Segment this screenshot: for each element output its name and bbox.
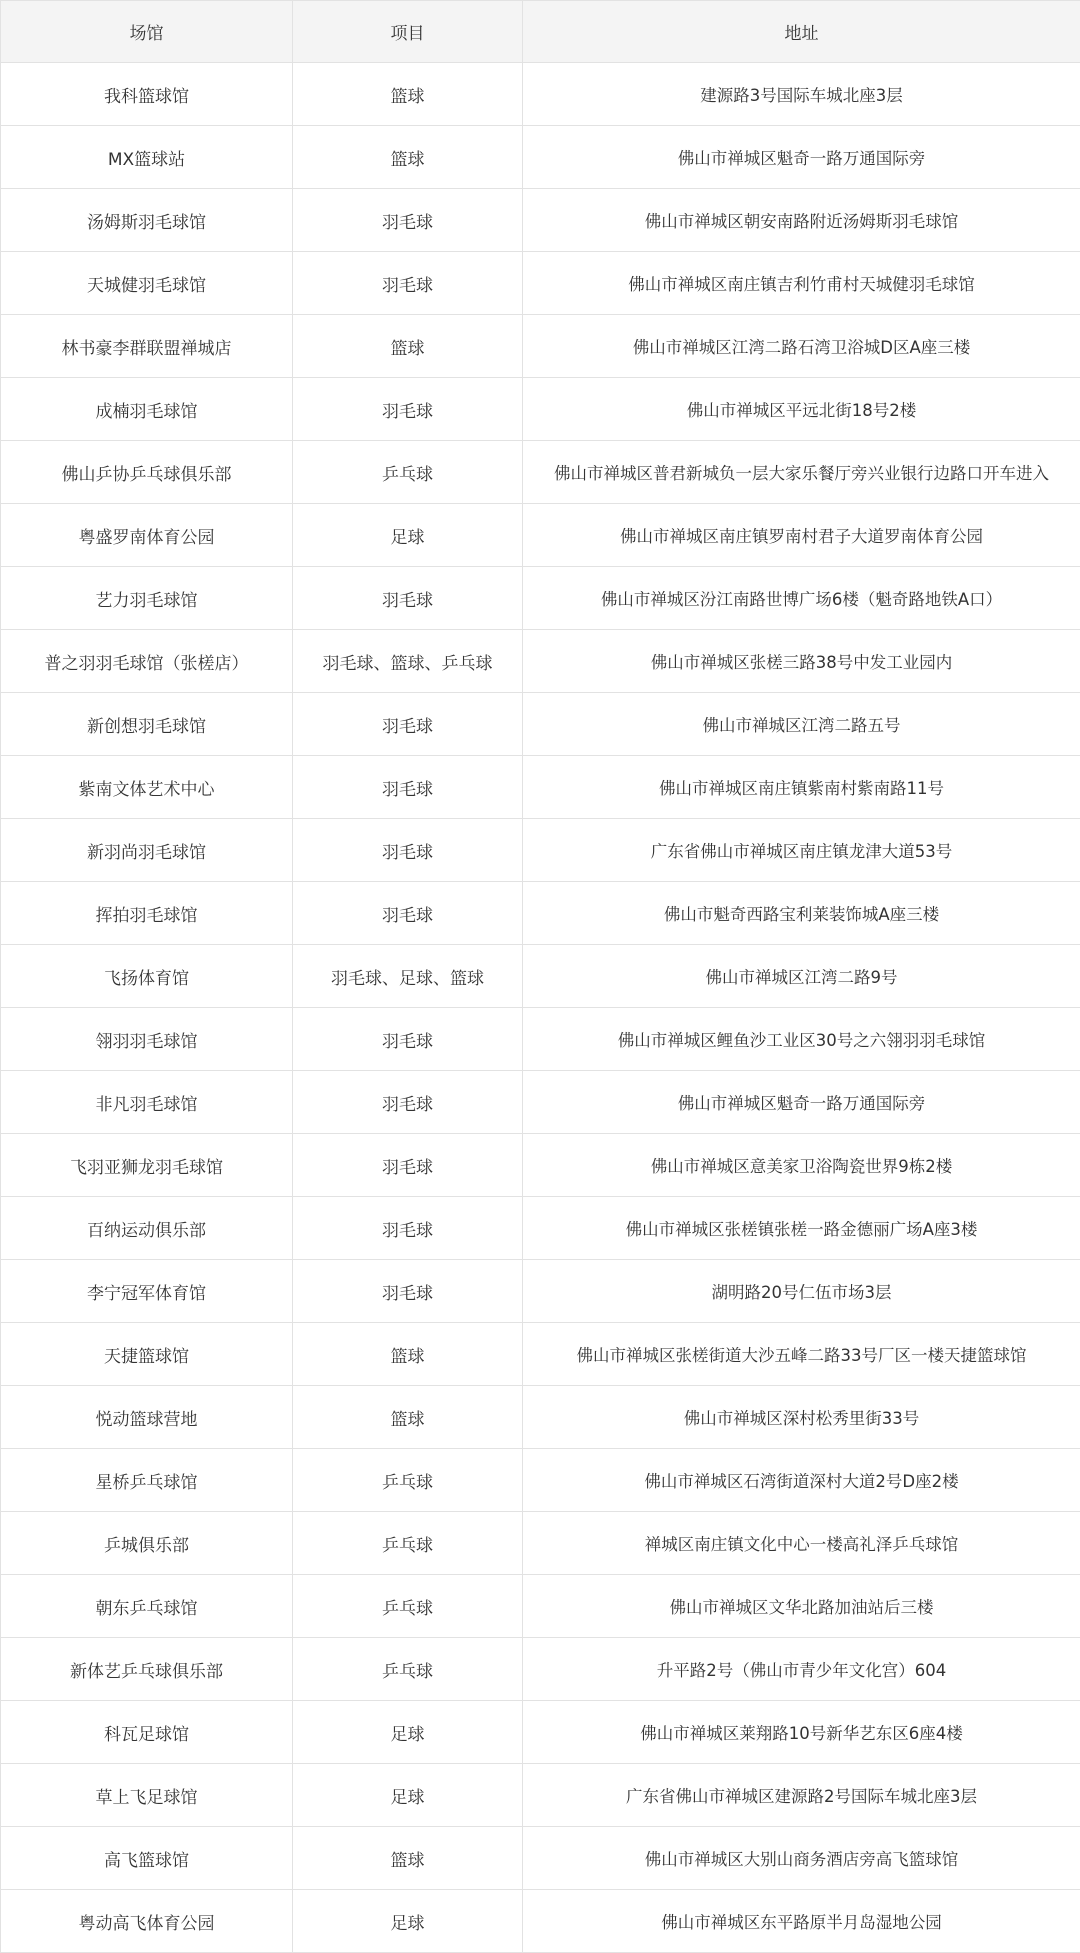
cell-address: 广东省佛山市禅城区南庄镇龙津大道53号	[523, 819, 1080, 882]
table-body	[1, 63, 1080, 1953]
table-row	[1, 1512, 1080, 1575]
cell-venue: 天城健羽毛球馆	[1, 252, 293, 315]
table-row	[1, 819, 1080, 882]
cell-address: 广东省佛山市禅城区建源路2号国际车城北座3层	[523, 1764, 1080, 1827]
cell-sport: 乒乓球	[293, 441, 523, 504]
cell-venue: 新体艺乒乓球俱乐部	[1, 1638, 293, 1701]
table-row	[1, 126, 1080, 189]
cell-sport: 羽毛球	[293, 882, 523, 945]
cell-sport: 羽毛球	[293, 567, 523, 630]
cell-venue: 李宁冠军体育馆	[1, 1260, 293, 1323]
table-row	[1, 252, 1080, 315]
cell-address: 湖明路20号仁伍市场3层	[523, 1260, 1080, 1323]
cell-address: 禅城区南庄镇文化中心一楼高礼泽乒乓球馆	[523, 1512, 1080, 1575]
cell-address: 升平路2号（佛山市青少年文化宫）604	[523, 1638, 1080, 1701]
table-row	[1, 882, 1080, 945]
table-row	[1, 1386, 1080, 1449]
cell-venue: 佛山乒协乒乓球俱乐部	[1, 441, 293, 504]
cell-venue: 悦动篮球营地	[1, 1386, 293, 1449]
cell-sport: 羽毛球	[293, 819, 523, 882]
cell-address: 佛山市禅城区张槎镇张槎一路金德丽广场A座3楼	[523, 1197, 1080, 1260]
cell-address: 佛山市禅城区江湾二路9号	[523, 945, 1080, 1008]
table-row	[1, 1134, 1080, 1197]
cell-venue: 星桥乒乓球馆	[1, 1449, 293, 1512]
cell-venue: 飞羽亚狮龙羽毛球馆	[1, 1134, 293, 1197]
cell-venue: 汤姆斯羽毛球馆	[1, 189, 293, 252]
cell-venue: MX篮球站	[1, 126, 293, 189]
cell-sport: 羽毛球、足球、篮球	[293, 945, 523, 1008]
table-row	[1, 567, 1080, 630]
cell-sport: 篮球	[293, 315, 523, 378]
cell-address: 佛山市禅城区南庄镇紫南村紫南路11号	[523, 756, 1080, 819]
cell-address: 佛山市禅城区鲤鱼沙工业区30号之六翎羽羽毛球馆	[523, 1008, 1080, 1071]
table-row	[1, 1764, 1080, 1827]
table-header	[1, 1, 1080, 63]
cell-address: 佛山市禅城区张槎街道大沙五峰二路33号厂区一楼天捷篮球馆	[523, 1323, 1080, 1386]
table-row	[1, 1008, 1080, 1071]
cell-sport: 足球	[293, 1701, 523, 1764]
table-row	[1, 1449, 1080, 1512]
table-row	[1, 1260, 1080, 1323]
cell-address: 佛山市禅城区文华北路加油站后三楼	[523, 1575, 1080, 1638]
table-row	[1, 630, 1080, 693]
table-row	[1, 189, 1080, 252]
cell-sport: 足球	[293, 1890, 523, 1953]
table-row	[1, 1827, 1080, 1890]
cell-venue: 新羽尚羽毛球馆	[1, 819, 293, 882]
cell-sport: 羽毛球	[293, 1071, 523, 1134]
cell-address: 佛山市禅城区莱翔路10号新华艺东区6座4楼	[523, 1701, 1080, 1764]
table-row	[1, 693, 1080, 756]
header-address: 地址	[523, 1, 1080, 63]
cell-address: 佛山市禅城区江湾二路石湾卫浴城D区A座三楼	[523, 315, 1080, 378]
cell-venue: 科瓦足球馆	[1, 1701, 293, 1764]
table-row	[1, 1197, 1080, 1260]
cell-sport: 篮球	[293, 1827, 523, 1890]
table-row	[1, 441, 1080, 504]
cell-venue: 乒城俱乐部	[1, 1512, 293, 1575]
cell-address: 佛山市禅城区南庄镇吉利竹甫村天城健羽毛球馆	[523, 252, 1080, 315]
table-row	[1, 1575, 1080, 1638]
table-row	[1, 1323, 1080, 1386]
cell-venue: 粤动高飞体育公园	[1, 1890, 293, 1953]
cell-venue: 艺力羽毛球馆	[1, 567, 293, 630]
header-venue: 场馆	[1, 1, 293, 63]
cell-address: 佛山市禅城区石湾街道深村大道2号D座2楼	[523, 1449, 1080, 1512]
cell-venue: 挥拍羽毛球馆	[1, 882, 293, 945]
cell-venue: 草上飞足球馆	[1, 1764, 293, 1827]
table-row	[1, 756, 1080, 819]
cell-sport: 乒乓球	[293, 1575, 523, 1638]
cell-venue: 紫南文体艺术中心	[1, 756, 293, 819]
header-sport: 项目	[293, 1, 523, 63]
cell-address: 佛山市禅城区东平路原半月岛湿地公园	[523, 1890, 1080, 1953]
cell-sport: 篮球	[293, 63, 523, 126]
table-row	[1, 1890, 1080, 1953]
cell-address: 佛山市禅城区魁奇一路万通国际旁	[523, 1071, 1080, 1134]
cell-sport: 羽毛球	[293, 189, 523, 252]
table-row	[1, 315, 1080, 378]
cell-address: 佛山市魁奇西路宝利莱装饰城A座三楼	[523, 882, 1080, 945]
cell-venue: 我科篮球馆	[1, 63, 293, 126]
cell-sport: 羽毛球	[293, 1260, 523, 1323]
cell-venue: 粤盛罗南体育公园	[1, 504, 293, 567]
cell-venue: 非凡羽毛球馆	[1, 1071, 293, 1134]
table-row	[1, 1701, 1080, 1764]
cell-sport: 羽毛球	[293, 1197, 523, 1260]
table-row	[1, 945, 1080, 1008]
cell-sport: 羽毛球	[293, 1008, 523, 1071]
cell-sport: 羽毛球	[293, 756, 523, 819]
cell-address: 佛山市禅城区张槎三路38号中发工业园内	[523, 630, 1080, 693]
cell-sport: 乒乓球	[293, 1512, 523, 1575]
cell-sport: 乒乓球	[293, 1638, 523, 1701]
table-row	[1, 1638, 1080, 1701]
cell-address: 建源路3号国际车城北座3层	[523, 63, 1080, 126]
cell-sport: 乒乓球	[293, 1449, 523, 1512]
cell-address: 佛山市禅城区南庄镇罗南村君子大道罗南体育公园	[523, 504, 1080, 567]
cell-sport: 足球	[293, 504, 523, 567]
cell-address: 佛山市禅城区普君新城负一层大家乐餐厅旁兴业银行边路口开车进入	[523, 441, 1080, 504]
cell-sport: 羽毛球	[293, 1134, 523, 1197]
cell-venue: 新创想羽毛球馆	[1, 693, 293, 756]
cell-sport: 羽毛球	[293, 378, 523, 441]
cell-address: 佛山市禅城区大别山商务酒店旁高飞篮球馆	[523, 1827, 1080, 1890]
cell-venue: 林书豪李群联盟禅城店	[1, 315, 293, 378]
cell-venue: 翎羽羽毛球馆	[1, 1008, 293, 1071]
cell-sport: 篮球	[293, 1323, 523, 1386]
cell-venue: 天捷篮球馆	[1, 1323, 293, 1386]
table-row	[1, 504, 1080, 567]
table-row	[1, 63, 1080, 126]
cell-address: 佛山市禅城区平远北街18号2楼	[523, 378, 1080, 441]
cell-venue: 成楠羽毛球馆	[1, 378, 293, 441]
cell-venue: 普之羽羽毛球馆（张槎店）	[1, 630, 293, 693]
cell-venue: 百纳运动俱乐部	[1, 1197, 293, 1260]
cell-sport: 羽毛球	[293, 252, 523, 315]
cell-sport: 羽毛球、篮球、乒乓球	[293, 630, 523, 693]
cell-address: 佛山市禅城区魁奇一路万通国际旁	[523, 126, 1080, 189]
cell-venue: 高飞篮球馆	[1, 1827, 293, 1890]
cell-address: 佛山市禅城区朝安南路附近汤姆斯羽毛球馆	[523, 189, 1080, 252]
header-row	[1, 1, 1080, 63]
cell-sport: 篮球	[293, 126, 523, 189]
cell-address: 佛山市禅城区江湾二路五号	[523, 693, 1080, 756]
cell-sport: 羽毛球	[293, 693, 523, 756]
cell-sport: 篮球	[293, 1386, 523, 1449]
cell-address: 佛山市禅城区深村松秀里街33号	[523, 1386, 1080, 1449]
cell-address: 佛山市禅城区意美家卫浴陶瓷世界9栋2楼	[523, 1134, 1080, 1197]
cell-venue: 朝东乒乓球馆	[1, 1575, 293, 1638]
cell-address: 佛山市禅城区汾江南路世博广场6楼（魁奇路地铁A口）	[523, 567, 1080, 630]
cell-venue: 飞扬体育馆	[1, 945, 293, 1008]
table-row	[1, 1071, 1080, 1134]
cell-sport: 足球	[293, 1764, 523, 1827]
table-row	[1, 378, 1080, 441]
